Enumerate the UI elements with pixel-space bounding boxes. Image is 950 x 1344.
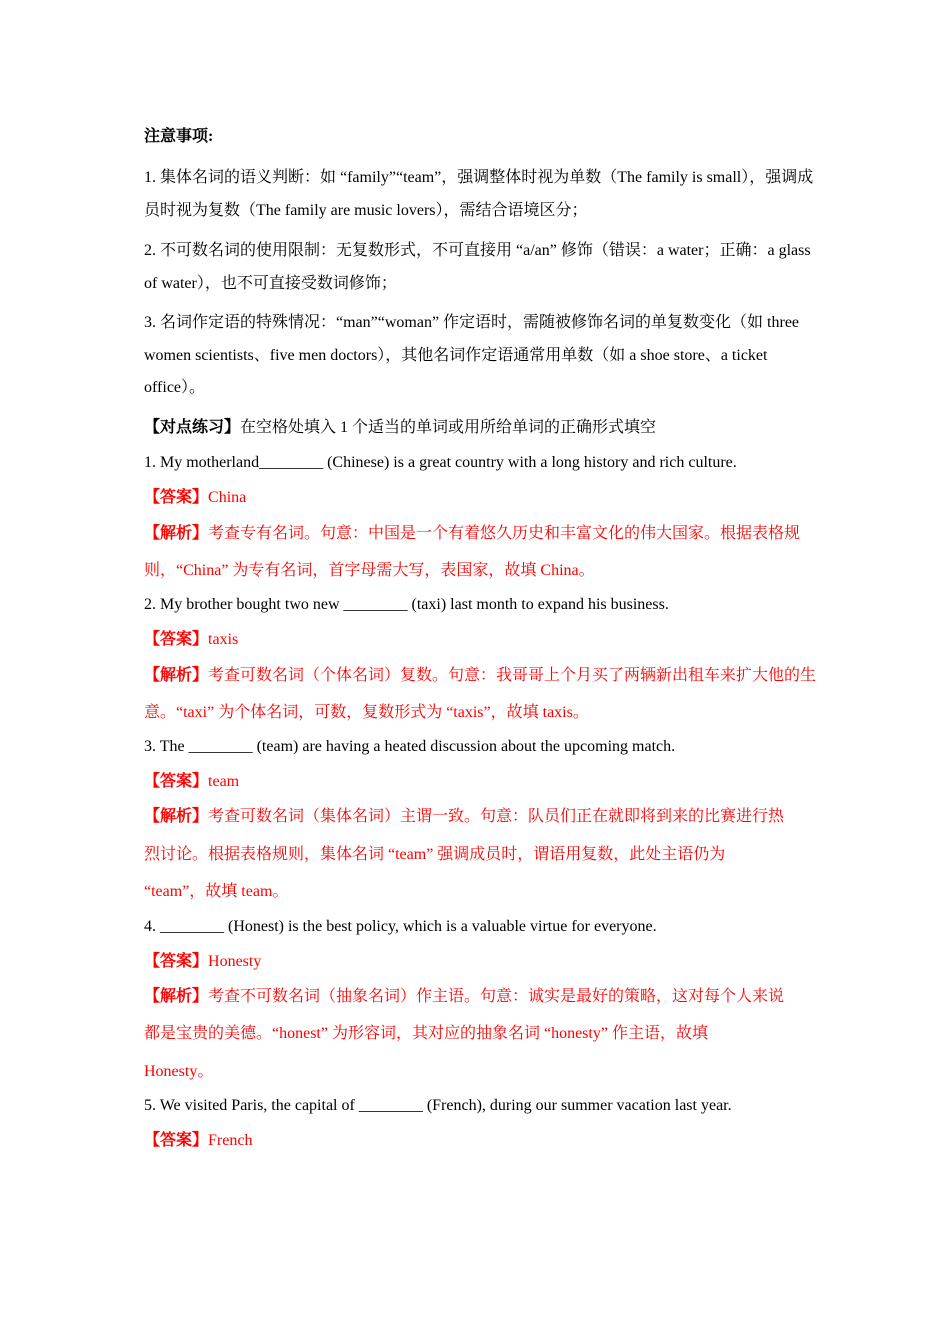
analysis-text: 考查不可数名词（抽象名词）作主语。句意：诚实是最好的策略，这对每个人来说 — [208, 988, 785, 1005]
question-text: 2. My brother bought two new ________ (taxi) last month to expand his business. — [144, 596, 669, 613]
analysis-label: 【解析】 — [144, 988, 209, 1005]
analysis-text: 考查可数名词（集体名词）主谓一致。句意：队员们正在就即将到来的比赛进行热 — [208, 808, 785, 825]
answer-label: 【答案】 — [144, 953, 209, 970]
answer-value: Honesty — [208, 953, 262, 970]
answer-line — [144, 772, 820, 792]
analysis-block — [144, 658, 820, 731]
answer-value: French — [208, 1132, 253, 1149]
analysis-block — [144, 516, 820, 589]
analysis-line — [144, 987, 820, 1007]
analysis-label: 【解析】 — [144, 525, 209, 542]
answer-label: 【答案】 — [144, 773, 209, 790]
analysis-line: 都是宝贵的美德。“honest” 为形容词，其对应的抽象名词 “honesty” 作主语，故填 — [144, 1025, 708, 1042]
practice-label: 【对点练习】 — [144, 419, 241, 436]
analysis-line: Honesty。 — [144, 1063, 214, 1080]
analysis-line: 烈讨论。根据表格规则，集体名词 “team” 强调成员时，谓语用复数，此处主语仍为 — [144, 846, 726, 863]
answer-line — [144, 952, 820, 972]
answer-line — [144, 488, 820, 508]
analysis-line: “team”，故填 team。 — [144, 883, 289, 900]
note-item: 2. 不可数名词的使用限制：无复数形式，不可直接用 “a/an” 修饰（错误：a water；正确：a glass of water），也不可直接受数词修饰； — [144, 242, 811, 292]
analysis-label: 【解析】 — [144, 808, 209, 825]
answer-value: China — [208, 489, 247, 506]
question-text: 5. We visited Paris, the capital of ________ (French), during our summer vacation last year. — [144, 1097, 732, 1114]
answer-value: team — [208, 773, 240, 790]
answer-line — [144, 630, 820, 650]
analysis-text: 考查可数名词（个体名词）复数。句意：我哥哥上个月买了两辆新出租车来扩大他的生意。“taxi” 为个体名词，可数，复数形式为 “taxis”，故填 taxis。 — [144, 667, 817, 721]
question-text: 1. My motherland________ (Chinese) is a great country with a long history and rich culture. — [144, 454, 737, 471]
answer-label: 【答案】 — [144, 631, 209, 648]
answer-line — [144, 1131, 820, 1151]
question-text: 4. ________ (Honest) is the best policy, which is a valuable virtue for everyone. — [144, 918, 657, 935]
answer-label: 【答案】 — [144, 1132, 209, 1149]
question-text: 3. The ________ (team) are having a heated discussion about the upcoming match. — [144, 738, 676, 755]
analysis-text: 考查专有名词。句意：中国是一个有着悠久历史和丰富文化的伟大国家。根据表格规则，“China” 为专有名词，首字母需大写，表国家，故填 China。 — [144, 525, 801, 579]
answer-label: 【答案】 — [144, 489, 209, 506]
note-item: 1. 集体名词的语义判断：如 “family”“team”，强调整体时视为单数（The family is small），强调成员时视为复数（The family are music lovers），需结合语境区分； — [144, 169, 814, 219]
analysis-label: 【解析】 — [144, 667, 209, 684]
notes-heading: 注意事项: — [144, 128, 214, 145]
note-item: 3. 名词作定语的特殊情况：“man”“woman” 作定语时，需随被修饰名词的单复数变化（如 three women scientists、five men doctors），其他名词作定语通常用单数（如 a shoe store、a ticket office）。 — [144, 314, 800, 396]
answer-value: taxis — [208, 631, 239, 648]
analysis-line — [144, 807, 820, 827]
practice-header — [144, 418, 820, 438]
practice-instruction: 在空格处填入 1 个适当的单词或用所给单词的正确形式填空 — [240, 419, 657, 436]
